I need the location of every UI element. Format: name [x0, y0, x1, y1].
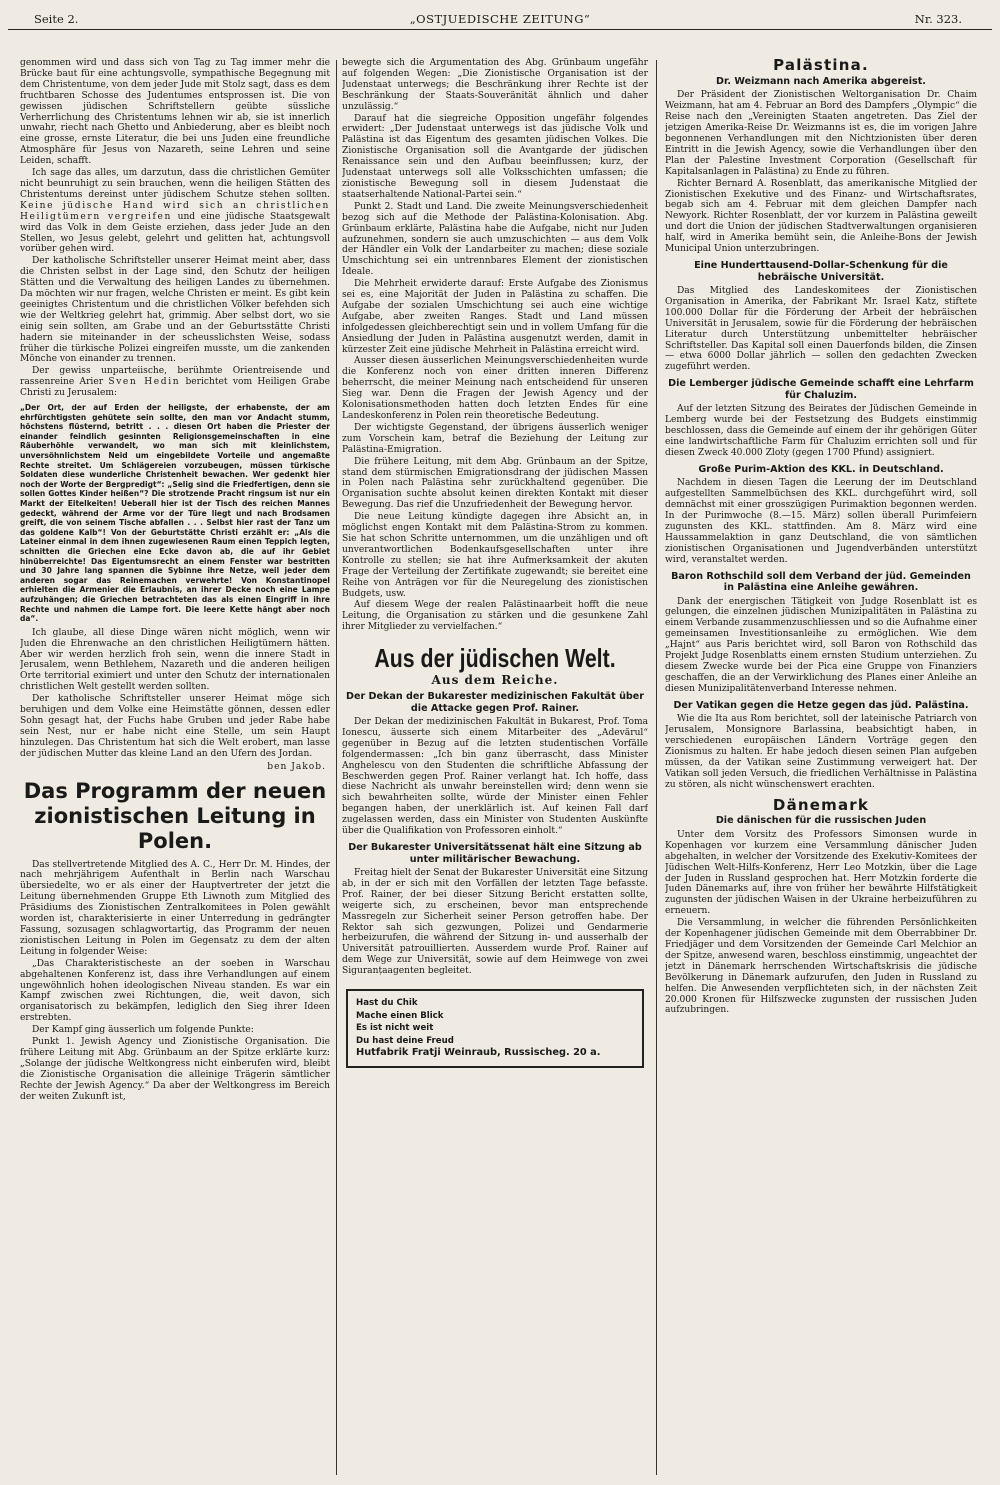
- article-paragraph: Der wichtigste Gegenstand, der übrigens äusserlich weniger zum Vorschein kam, betraf die Beziehung der Leitung zur Palästina-Emigration.: [342, 422, 648, 455]
- article-paragraph: Punkt 2. Stadt und Land. Die zweite Meinungsverschiedenheit bezog sich auf die Methode der Palästina-Kolonisation. Abg. Grünbaum erklärte, Palästina habe die Aufgabe, nicht nur Juden aufzunehmen, sondern sie auch umzuschichten — aus dem Volk der Händler ein Volk der Landarbeiter zu machen; diese soziale Umschichtung sei ein untrennbares Element der zionistischen Ideale.: [342, 201, 648, 278]
- issue-number: Nr. 323.: [914, 12, 962, 26]
- article-paragraph: Die neue Leitung kündigte dagegen ihre Absicht an, in möglichst engen Kontakt mit dem Palästina-Strom zu kommen. Sie hat schon Schritte unternommen, um die unzähligen und oft unverantwortlichen Bodenkaufsgesellschaften unter ihre Kontrolle zu stellen; sie hat ihre Aufmerksamkeit der akuten Frage der Verteilung der Zertifikate zugewandt; sie bereitet eine Reihe von Anträgen vor für die Neuregelung des zionistischen Budgets, usw.: [342, 512, 648, 599]
- article-paragraph: bewegte sich die Argumentation des Abg. Grünbaum ungefähr auf folgenden Wegen: „Die Zionistische Organisation ist der Judenstaat unterwegs; die Beschränkung ihrer Rechte ist der Beschränkung der Staats-Souveränität ähnlich und daher unzulässig.“: [342, 58, 648, 112]
- emphasized-text: Keine jüdische Hand wird sich an christlichen Heiligtümern vergreifen: [20, 200, 330, 222]
- ad-line: Hast du Chik: [356, 998, 418, 1009]
- column-middle: [342, 58, 648, 1478]
- article-paragraph: Der gewiss unparteiische, berühmte Orientreisende und rassenreine Arier Sven Hedin berichtet vom Heiligen Grabe Christi zu Jerusalem:: [20, 366, 330, 399]
- article-subhead: Die Lemberger jüdische Gemeinde schafft eine Lehrfarm für Chaluzim.: [668, 378, 974, 401]
- emphasized-name: Sven Hedin: [108, 377, 181, 388]
- newspaper-title: „OSTJUEDISCHE ZEITUNG“: [409, 12, 591, 26]
- block-quote: „Der Ort, der auf Erden der heiligste, der erhabenste, der am ehrfürchtigsten gehütete sein sollte, den man vor Andacht stumm, höchstens flüsternd, betritt . . . diesen Ort haben die Priester der einander feindlich gesinnten Religionsgemeinschaften in eine Räuberhöhle verwandelt, wo man sich mit kleinlichstem, unversöhnlichstem Neid um eingebildete Vorteile und angemaßte Rechte streitet. Um Schlägereien vorzubeugen, müssen türkische Soldaten diese wunderliche Christenheit bewachen. Wer gedenkt hier noch der Worte der Bergpredigt“: „Selig sind die Friedfertigen, denn sie sollen Gottes Kinder heißen“? Die strotzende Pracht ringsum ist nur ein Markt der Eitelkeiten! Ueberall hier ist der Tisch des reichen Mannes gedeckt, während der Arme vor der Türe liegt und nach Brodsamen greift, die von seinem Tische abfallen . . . Selbst hier rast der Tanz um das goldene Kalb“! Von der Geburtstätte Christi erzählt er: „Als die Lateiner einmal in dem ihnen zugewiesenen Raum einen Teppich legten, schnitten die Griechen eine Ecke davon ab, die auf ihr Gebiet hinüberreichte! Das Eigentumsrecht an einem Fenster war bestritten und 30 Jahre lang spannen die Sybinne ihre Netze, weil jeder dem anderen sogar das Reinemachen verwehrte! Von Konstantinopel erhielten die Armenier die Erlaubnis, an ihrer Decke noch eine Lampe aufzuhängen; die Griechen betrachteten das als einen Eingriff in ihre Rechte und nahmen die Lampe fort. Die leere Kette hängt aber noch da“.: [20, 403, 330, 624]
- article-paragraph: Darauf hat die siegreiche Opposition ungefähr folgendes erwidert: „Der Judenstaat unterwegs ist das jüdische Volk und Palästina ist das Eigentum des gesamten jüdischen Volkes. Die Zionistische Organisation soll die Avantgarde der jüdischen Renaissance sein und den Aufbau beeinflussen; kurz, der Judenstaat unterwegs soll alle Volksschichten umfassen; die zionistische Bewegung soll in diesem Judenstaat die staatserhaltende National-Partei sein.“: [342, 113, 648, 200]
- article-paragraph: Ausser diesen äusserlichen Meinungsverschiedenheiten wurde die Konferenz noch von einer dritten inneren Differenz beherrscht, die meiner Meinung nach entscheidend für unseren Sieg war. Denn die Fragen der Jewish Agency und der Kolonisationsmethoden hatten doch letzten Endes für eine Landeskonferenz in Polen rein theoretische Bedeutung.: [342, 356, 648, 421]
- article-paragraph: Der Dekan der medizinischen Fakultät in Bukarest, Prof. Toma Ionescu, äusserte sich einem Mitarbeiter des „Adevărul“ gegenüber in Bezug auf die letzten studentischen Vorfälle folgendermassen: „Ich bin ganz überrascht, dass Minister Anghelescu von den Studenten die schriftliche Abfassung der Beschwerden gegen Prof. Rainer verlangt hat. Ich hoffe, dass diese Nachricht als unwahr bereinstellen wird; denn wenn sie sich bewahrheiten sollte, würde der Minister einen Fehler begangen haben, der unerklärlich ist. Auf keinen Fall darf zugelassen werden, dass ein Minister von Studenten Auskünfte über die Qualifikation von Professoren einholt.“: [342, 717, 648, 837]
- article-subhead: Der Dekan der Bukarester medizinischen Fakultät über die Attacke gegen Prof. Rainer.: [345, 691, 645, 714]
- article-subhead: Große Purim-Aktion des KKL. in Deutschland.: [698, 463, 944, 475]
- column-right: [665, 58, 977, 1478]
- article-paragraph: Wie die Ita aus Rom berichtet, soll der lateinische Patriarch von Jerusalem, Monsignore Barlassina, beabsichtigt haben, in verschiedenen europäischen Ländern Vorträge gegen den Zionismus zu halten. Er habe jedoch diesen seinen Plan aufgeben müssen, da der Vatikan seine Zustimmung verweigert hat. Der Vatikan soll jeden Versuch, die friedlichen Verhältnisse in Palästina zu stören, als nicht wünschenswert erachten.: [665, 714, 977, 790]
- column-divider-2: [656, 60, 657, 1475]
- article-paragraph: Richter Bernard A. Rosenblatt, das amerikanische Mitglied der Zionistischen Exekutive und des Finanz- und Wirtschaftsrates, begab sich am 4. Februar mit dem gleichen Dampfer nach Newyork. Richter Rosenblatt, der vor kurzem in Palästina geweilt und dort die Union der jüdischen Stadtverwaltungen organisieren half, wird in Amerika bemüht sein, die Anleihe-Bons der Jewish Municipal Union unterzubringen.: [665, 178, 977, 255]
- article-paragraph: „Das Charakteristischeste an der soeben in Warschau abgehaltenen Konferenz ist, dass ihre Verhandlungen auf einem ungewöhnlich hohen ideologischen Niveau standen. Es war ein Kampf zwischen zwei Richtungen, die, weit davon, sich organisatorisch zu bekämpfen, lediglich den Sieg ihrer Ideen erstrebten.: [20, 958, 330, 1024]
- article-paragraph: Die frühere Leitung, mit dem Abg. Grünbaum an der Spitze, stand dem stürmischen Emigrationsdrang der jüdischen Massen in Polen nach Palästina sehr zurückhaltend gegenüber. Die Organisation suchte absolut keinen direkten Kontakt mit dieser Bewegung. Das rief die Unzufriedenheit der Bewegung hervor.: [342, 456, 648, 511]
- section-title-denmark: Dänemark: [772, 795, 870, 814]
- article-paragraph: Dank der energischen Tätigkeit von Judge Rosenblatt ist es gelungen, die einzelnen jüdischen Munizipalitäten in Palästina zu einem Verbande zusammenzuschliessen und so die Aufnahme einer gemeinsamen Investitionsanleihe zu ermöglichen. Wie dem „Hajnt“ aus Paris berichtet wird, soll Baron von Rothschild das Projekt Judge Rosenblatts einem ernsten Studium unterziehen. Zu diesem Zwecke wurde bei der Pica eine Gruppe von Finanziers geschaffen, die an der Verwirklichung des Planes einer Anleihe an diesen Munizipalitätenverband Interesse nehmen.: [665, 596, 977, 694]
- article-paragraph: Ich sage das alles, um darzutun, dass die christlichen Gemüter nicht beunruhigt zu sein brauchen, wenn die heiligen Stätten des Christentums dereinst unter jüdischem Schutze stehen sollten. Keine jüdische Hand wird sich an christlichen Heiligtümern vergreifen und eine jüdische Staatsgewalt wird das Volk in dem Geiste erziehen, dass jeder Jude an den Stellen, wo Jesus gelebt, gelehrt und gelitten hat, achtungsvoll vorüber gehen wird.: [20, 168, 330, 255]
- article-paragraph: Die Versammlung, in welcher die führenden Persönlichkeiten der Kopenhagener jüdischen Gemeinde mit dem Oberrabbiner Dr. Friedjäger und dem Vorsitzenden der Gemeinde Carl Melchior an der Spitze, anwesend waren, beschloss einstimmig, ungeachtet der jetzt in Dänemark herrschenden Wirtschaftskrisis die jüdische Bevölkerung in Dänemark aufzurufen, den Juden in Russland zu helfen. Die Anwesenden verpflichteten sich, in der nächsten Zeit 20.000 Kronen für Hilfszwecke zugunsten der russischen Juden aufzubringen.: [665, 918, 977, 1016]
- column-left: [20, 58, 330, 1478]
- article-paragraph: Unter dem Vorsitz des Professors Simonsen wurde in Kopenhagen vor kurzem eine Versammlung dänischer Juden abgehalten, in welcher der Vorsitzende des Exekutiv-Komitees der Jüdischen Welt-Hilfs-Konferenz, Herr Leo Motzkin, über die Lage der Juden in Russland gesprochen hat. Herr Motzkin forderte die Juden Dänemarks auf, ihre von früher her bewährte Hilfstätigkeit zugunsten der jüdischen Waisen in der Ukraine herbeizuführen zu erneuern.: [665, 829, 977, 917]
- article-paragraph: Der Kampf ging äusserlich um folgende Punkte:: [32, 1025, 254, 1036]
- article-subhead: Baron Rothschild soll dem Verband der jüd. Gemeinden in Palästina eine Anleihe gewähren.: [671, 570, 971, 594]
- article-subhead: Eine Hunderttausend-Dollar-Schenkung für die hebräische Universität.: [694, 260, 948, 283]
- page-header: [8, 8, 992, 30]
- advertisement-box: [346, 989, 644, 1068]
- column-divider-1: [336, 60, 337, 1475]
- article-paragraph: Freitag hielt der Senat der Bukarester Universität eine Sitzung ab, in der er sich mit den Vorfällen der letzten Tage befasste. Prof. Rainer, der bei dieser Sitzung Bericht erstatten sollte, weigerte sich, zu erscheinen, bevor man entsprechende Massregeln zur Sicherheit seiner Person getroffen habe. Der Rektor sah sich gezwungen, Polizei und Gendarmerie herbeizurufen, die während der Sitzung in- und ausserhalb der Universität patrouillierten. Ausserdem wurde Prof. Rainer auf dem Wege zur Universität, sowie auf dem Heimwege von zwei Siguranțaagenten begleitet.: [342, 868, 648, 977]
- article-headline: Das Programm der neuen zionistischen Leitung in Polen.: [23, 778, 327, 853]
- author-signature: ben Jakob.: [267, 761, 326, 772]
- article-subhead: Der Bukarester Universitätssenat hält eine Sitzung ab unter militärischer Bewachung.: [348, 842, 642, 865]
- article-paragraph: Das Mitglied des Landeskomitees der Zionistischen Organisation in Amerika, der Fabrikant Mr. Israel Katz, stiftete 100.000 Dollar für die Förderung der Arbeit der hebräischen Universität in Jerusalem, sowie für die Förderung der hebräischen Literatur durch Unterstützung unbemittelter hebräischer Schriftsteller. Das Kapital soll einen Dauerfonds bilden, die Zinsen — etwa 6000 Dollar jährlich — sollen den gedachten Zwecken zugeführt werden.: [665, 286, 977, 373]
- article-paragraph: Der katholische Schriftsteller unserer Heimat möge sich beruhigen und dem Volke eine Heimstätte gönnen, dessen edler Sohn gesagt hat, der Fuchs habe Gruben und jeder Rabe habe sein Nest, nur er habe nicht eine Stelle, um sein Haupt hinzulegen. Das Christentum hat sich die Welt erobert, man lasse der jüdischen Mutter das kleine Land an den Ufern des Jordan.: [20, 694, 330, 759]
- ad-line: Mache einen Blick: [356, 1010, 444, 1021]
- article-paragraph: Das stellvertretende Mitglied des A. C., Herr Dr. M. Hindes, der nach mehrjährigem Aufenthalt in Berlin nach Warschau übersiedelte, wo er als einer der Hauptvertreter der jetzt die Leitung übernehmenden Gruppe Eth Liwnoth zum Mitglied des Präsidiums des Zionistischen Zentralkomitees in Polen gewählt worden ist, charakterisierte in einer Unterredung in gedrängter Fassung, sozusagen schlagwortartig, das Programm der neuen zionistischen Leitung in Polen im Gegensatz zu dem der alten Leitung in folgender Weise:: [20, 859, 330, 957]
- article-paragraph: Der katholische Schriftsteller unserer Heimat meint aber, dass die Christen selbst in der Lage sind, den Schutz der heiligen Stätten und die Verwaltung des heiligen Landes zu übernehmen. Da möchten wir nur fragen, welche Christen er meint. Es gibt kein geeinigtes Christentum und die christlichen Völker befehden sich wie der Weltkrieg gelehrt hat, grimmig. Aber selbst dort, wo sie einig sein sollten, am Grabe und an der Geburtsstätte Christi hadern sie miteinander in der scheusslichsten Weise, sodass früher die türkische Polizei eingreifen musste, um die zankenden Mönche von einander zu trennen.: [20, 256, 330, 365]
- ad-company: Hutfabrik Fratji Weinraub, Russischeg. 20 a.: [356, 1047, 601, 1059]
- article-paragraph: Auf der letzten Sitzung des Beirates der Jüdischen Gemeinde in Lemberg wurde bei der Festsetzung des Budgets einstimmig beschlossen, dass die Gemeinde auf einem der ihr gehörigen Güter eine landwirtschaftliche Farm für Chaluzim errichten soll und für diesen Zweck 40.000 Zloty (gegen 1700 Pfund) assigniert.: [665, 404, 977, 458]
- article-paragraph: genommen wird und dass sich von Tag zu Tag immer mehr die Brücke baut für eine achtungsvolle, sympathische Begegnung mit dem Christentume, von dem jeder Jude mit Stolz sagt, dass es dem fruchtbaren Schosse des Judentumes entsprossen ist. Die von gewissen jüdischen Schriftstellern geübte süssliche Verherrlichung des Christentums lehnen wir ab, sie ist innerlich unwahr, riecht nach Ghetto und Anbiederung, aber es bleibt noch eine grosse, ernste Literatur, die bei uns Juden eine freundliche Atmosphäre für Jesus von Nazareth, seine Lehren und seine Leiden, schafft.: [20, 58, 330, 167]
- section-headline: Aus der jüdischen Welt.: [374, 643, 616, 674]
- ad-line: Du hast deine Freud: [356, 1035, 454, 1046]
- article-subhead: Die dänischen für die russischen Juden: [715, 815, 927, 827]
- article-subhead: Der Vatikan gegen die Hetze gegen das jüd. Palästina.: [673, 699, 969, 711]
- ad-line: Es ist nicht weit: [356, 1023, 434, 1034]
- article-paragraph: Die Mehrheit erwiderte darauf: Erste Aufgabe des Zionismus sei es, eine Majorität der Juden in Palästina zu schaffen. Die Aufgabe der sozialen Umschichtung sei auch eine wichtige Aufgabe, aber zweiten Ranges. Stadt und Land müssen infolgedessen gleichberechtigt sein und in vollem Umfang für die Ansiedlung der Juden in Palästina ausgenutzt werden, damit in kürzester Zeit eine jüdische Mehrheit in Palästina erreicht wird.: [342, 279, 648, 355]
- section-subheadline: Aus dem Reiche.: [431, 673, 559, 688]
- article-paragraph: Punkt 1. Jewish Agency und Zionistische Organisation. Die frühere Leitung mit Abg. Grünbaum an der Spitze erklärte kurz: „Solange der jüdische Weltkongress nicht einberufen wird, bleibt die Zionistische Organisation die alleinige Trägerin sämtlicher Rechte der Jewish Agency.“ Da aber der Weltkongress im Bereich der weiten Zukunft ist,: [20, 1037, 330, 1102]
- section-title-palestine: Palästina.: [773, 58, 869, 74]
- article-subhead: Dr. Weizmann nach Amerika abgereist.: [716, 75, 926, 87]
- article-paragraph: Ich glaube, all diese Dinge wären nicht möglich, wenn wir Juden die Ehrenwache an den christlichen Heiligtümern hätten. Aber wir werden herzlich froh sein, wenn die innere Stadt in Jerusalem, wenn Bethlehem, Nazareth und die anderen heiligen Orte territorial eximiert und unter den Schutz der internationalen christlichen Welt gestellt werden sollten.: [20, 627, 330, 693]
- article-paragraph: Der Präsident der Zionistischen Weltorganisation Dr. Chaim Weizmann, hat am 4. Februar an Bord des Dampfers „Olympic“ die Reise nach den „Vereinigten Staaten angetreten. Das Ziel der jetzigen Amerika-Reise Dr. Weizmanns ist es, die im vorigen Jahre begonnenen Verhandlungen mit den Nichtzionisten über deren Eintritt in die Jewish Agency, sowie die Verhandlungen über den Plan der Palestine Investment Corporation (Gesellschaft für Kapitalsanlagen in Palästina) zu Ende zu führen.: [665, 90, 977, 177]
- article-paragraph: Nachdem in diesen Tagen die Leerung der im Deutschland aufgestellten Sammelbüchsen des KKL. durchgeführt wird, soll demnächst mit einer grosszügigen Purimaktion begonnen werden. In der Purimwoche (8.—15. März) sollen überall Purimfeiern zugunsten des KKL. stattfinden. Am 8. März wird eine Haussammelaktion in ganz Deutschland, die von sämtlichen zionistischen Organisationen und Jugendverbänden unterstützt wird, veranstaltet werden.: [665, 478, 977, 565]
- article-paragraph: Auf diesem Wege der realen Palästinaarbeit hofft die neue Leitung, die Organisation zu stärken und die gesunkene Zahl ihrer Mitglieder zu vervielfachen.“: [342, 600, 648, 633]
- page-label: Seite 2.: [34, 12, 79, 26]
